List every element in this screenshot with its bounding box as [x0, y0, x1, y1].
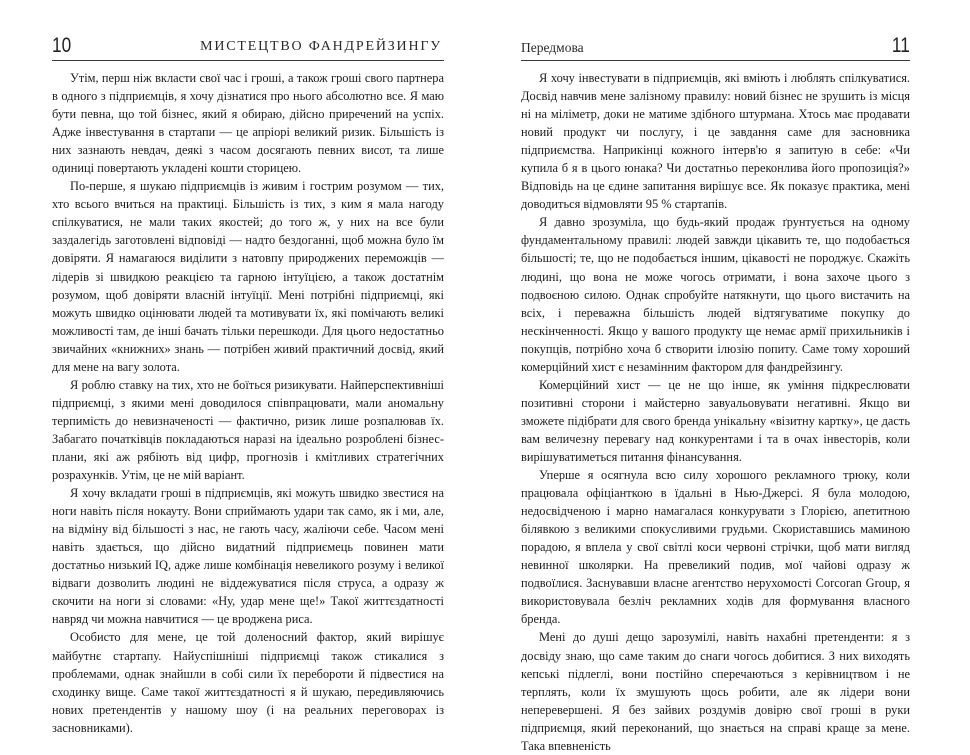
paragraph: Утім, перш ніж вкласти свої час і гроші, а також гроші свого партнера в одного з підприємців, я хочу дізнатися про нього абсолютно все. Я маю бути певна, що той бізнес, який я обираю, дійсно приречений на успіх. Адже інвестування в стартапи — це апріорі великий ризик. Більшість із них зазнають невдач, деякі з часом досягають певних висот, та лише одиниці повертають укладені кошти сторицею. [52, 71, 444, 176]
paragraph: Я хочу вкладати гроші в підприємців, які можуть швидко звестися на ноги навіть після нокауту. Вони сприймають удари так само, як і ми, але, на відміну від більшості з нас, не гають часу, жаліючи себе. Часом мені навіть здається, що дійсно видатний підприємець повинен мати достатньо низький IQ, адже лише комбінація невеликого розуму і великої відваги дозволить людині не віддежуватися після струса, а одразу ж скочити на ноги зі словами: «Ну, удар мене ще!» Такої життєздатності навряд чи можна навчитися — це вроджена риса. [52, 486, 444, 627]
left-body-text [52, 69, 444, 737]
right-running-head [521, 30, 910, 61]
paragraph: Особисто для мене, це той доленосний фактор, який вирішує майбутнє стартапу. Найуспішніші підприємці також стикалися з проблемами, однак знайшли в собі сили їх перебороти й підвестися на сходинку вище. Саме такої життєздатності я й шукаю, передивляючись нових претендентів у нашому шоу (і на реальних переговорах із засновниками). [52, 630, 444, 735]
paragraph: Комерційний хист — це не що інше, як уміння підкреслювати позитивні сторони і майстерно завуальовувати негативні. Якщо ви зможете підібрати для свого бренда унікальну «візитну картку», це дасть вам величезну перевагу над конкурентами і та в очах інвесторів, коли вирішуватиметься питання фінансування. [521, 377, 910, 464]
right-page [521, 0, 910, 753]
left-page-number: 10 [52, 34, 72, 57]
left-running-head [52, 30, 444, 61]
book-title: МИСТЕЦТВО ФАНДРЕЙЗИНГУ [200, 39, 442, 54]
right-page-number: 11 [892, 34, 910, 57]
left-page [52, 0, 444, 735]
paragraph: Я хочу інвестувати в підприємців, які вміють і люблять спілкуватися. Досвід навчив мене залізному правилу: новий бізнес не зрушить із місця ні на міліметр, доки не матиме здібного штурмана. Хтось має продавати новий продукт чи послугу, і це завдання саме для засновника підприємства. Наприкінці кожного інтерв'ю я запитую в себе: «Чи купила б я в цього юнака? Чи достатньо переконлива його пропозиція?» Відповідь на це єдине запитання вирішує все. Як показує практика, мені доводиться відмовляти 95 % стартапів. [521, 71, 910, 212]
paragraph: Я роблю ставку на тих, хто не боїться ризикувати. Найперспективніші підприємці, з якими мені доводилося співпрацювати, мали аномальну терпимість до невизначеності — фактично, ризик лише розпалював їх. Забагато початківців покладаються наразі на ідеально розроблені бізнес-плани, які аж рябіють від цифр, прогнозів і кмітливих стратегічних розрахунків. Утім, це не мій варіант. [52, 377, 444, 483]
right-body-text [521, 69, 910, 755]
paragraph: Я давно зрозуміла, що будь-який продаж ґрунтується на одному фундаментальному правилі: людей завжди цікавить те, що подобається більшості; те, що не подобається іншим, цікавості не породжує. Скажіть людині, що вона не може чогось отримати, і вона захоче цього з подвоєною силою. Однак спробуйте натякнути, що цього вистачить на всіх, і переважна більшість людей відтягуватиме покупку до нескінченності. Якщо у вашого продукту ще немає армії прихильників і покупців, потрібно хоча б створити ілюзію попиту. Саме тому хороший комерційний хист є незамінним фактором для фандрейзингу. [521, 215, 910, 374]
paragraph: Мені до душі дещо зарозумілі, навіть нахабні претенденти: я з досвіду знаю, що саме таким до снаги чогось добитися. З них виходять кепські підлеглі, вони постійно сперечаються з керівництвом і не терплять, коли їх змушують щось робити, але як лідери вони неперевершені. Я без зайвих роздумів довірю свої гроші в руки підприємця, який переконаний, що знається на справі краще за мене. Така впевненість [521, 630, 910, 753]
paragraph: Уперше я осягнула всю силу хорошого рекламного трюку, коли працювала офіціанткою в їдальні в Нью-Джерсі. Я була молодою, недосвідченою і марно намагалася конкурувати з Глорією, апетитною білявкою з великими спокусливими грудьми. Скориставшись маминою порадою, я вплела у свої світлі коси червоні стрічки, щоб мати вигляд невинної школярки. На превеликий подив, мої чайові одразу ж подвоїлися. Заснувавши власне агентство нерухомості Corcoran Group, я використовувала безліч рекламних ходів для формування власного бренда. [521, 468, 910, 627]
section-title: Передмова [521, 40, 584, 55]
paragraph: По-перше, я шукаю підприємців із живим і гострим розумом — тих, хто всього вчиться на практиці. Більшість із тих, з ким я мала нагоду спілкуватися, не мали таких якостей; до того ж, у них на все були заздалегідь заготовлені відповіді — надто бездоганні, щоб можна було їм довіряти. Я намагаюся виділити з натовпу природжених переможців — лідерів зі швидкою реакцією та гарною інтуїцією, а також достатнім розумом, щоб довіряти власній інтуїції. Мені потрібні підприємці, які можуть швидко оцінювати людей та мотивувати їх, які помічають великі можливості там, де інші бачать тільки перешкоди. Для цього недостатньо звичайних «книжних» знань — потрібен живий практичний досвід, який для мене на вагу золота. [52, 179, 444, 374]
